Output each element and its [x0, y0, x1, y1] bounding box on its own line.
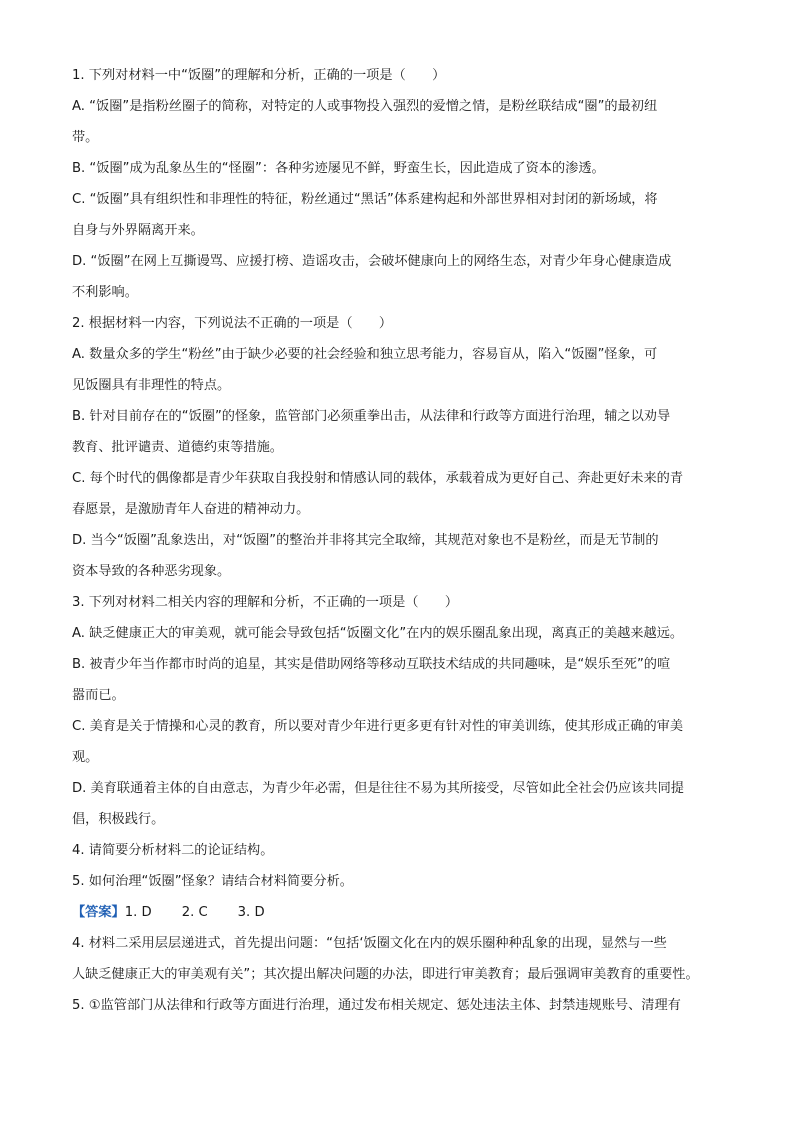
- answer-3: 3. D: [237, 905, 265, 920]
- text-line: C. 美育是关于情操和心灵的教育，所以要对青少年进行更多更有针对性的审美训练，使其形成正确的审美: [72, 719, 684, 734]
- text-line: 4. 材料二采用层层递进式，首先提出问题：“包括‘饭圈文化在内的娱乐圈种种乱象的出现，显然与一些: [72, 936, 667, 951]
- text-line: C. 每个时代的偶像都是青少年获取自我投射和情感认同的载体，承载着成为更好自己、奔赴更好未来的青: [72, 471, 684, 486]
- text-line: B. 被青少年当作都市时尚的追星，其实是借助网络等移动互联技术结成的共同趣味，是“娱乐至死”的喧: [72, 657, 671, 672]
- document-body: [72, 60, 724, 1021]
- text-line: A. 数量众多的学生“粉丝”由于缺少必要的社会经验和独立思考能力，容易盲从，陷入“饭圈”怪象，可: [72, 347, 658, 362]
- text-line: 见饭圈具有非理性的特点。: [72, 378, 231, 393]
- text-line: C. “饭圈”具有组织性和非理性的特征，粉丝通过“黑话”体系建构起和外部世界相对封闭的新场域，将: [72, 192, 658, 207]
- text-line: 春愿景，是激励青年人奋进的精神动力。: [72, 502, 310, 517]
- answer-line: [72, 897, 724, 928]
- text-line: 4. 请简要分析材料二的论证结构。: [72, 843, 274, 858]
- text-line: 观。: [72, 750, 99, 765]
- text-line: 不利影响。: [72, 285, 138, 300]
- text-line: 自身与外界隔离开来。: [72, 223, 204, 238]
- text-line: 倡，积极践行。: [72, 812, 165, 827]
- text-line: 资本导致的各种恶劣现象。: [72, 564, 231, 579]
- text-line: B. “饭圈”成为乱象丛生的“怪圈”：各种劣迹屡见不鲜，野蛮生长，因此造成了资本的渗透。: [72, 161, 605, 176]
- text-line: D. 当今“饭圈”乱象迭出，对“饭圈”的整治并非将其完全取缔，其规范对象也不是粉丝，而是无节制的: [72, 533, 659, 548]
- text-line: B. 针对目前存在的“饭圈”的怪象，监管部门必须重拳出击，从法律和行政等方面进行治理，辅之以劝导: [72, 409, 671, 424]
- answer-2: 2. C: [181, 905, 208, 920]
- text-line: 5. 如何治理“饭圈”怪象？请结合材料简要分析。: [72, 874, 353, 889]
- text-line: A. “饭圈”是指粉丝圈子的简称，对特定的人或事物投入强烈的爱憎之情，是粉丝联结成“圈”的最初纽: [72, 99, 658, 114]
- text-line: 5. ①监管部门从法律和行政等方面进行治理，通过发布相关规定、惩处违法主体、封禁违规账号、清理有: [72, 998, 681, 1013]
- text-line: 3. 下列对材料二相关内容的理解和分析，不正确的一项是（ ）: [72, 595, 459, 610]
- text-line: 1. 下列对材料一中“饭圈”的理解和分析，正确的一项是（ ）: [72, 68, 446, 83]
- answer-1: 1. D: [124, 905, 152, 920]
- question-section: [72, 60, 724, 897]
- text-line: D. 美育联通着主体的自由意志，为青少年必需，但是往往不易为其所接受，尽管如此全社会仍应该共同提: [72, 781, 684, 796]
- text-line: 带。: [72, 130, 99, 145]
- text-line: 人缺乏健康正大的审美观有关”；其次提出解决问题的办法，即进行审美教育；最后强调审美教育的重要性。: [72, 967, 699, 982]
- analysis-section: [72, 928, 724, 1021]
- text-line: 教育、批评谴责、道德约束等措施。: [72, 440, 283, 455]
- text-line: 2. 根据材料一内容，下列说法不正确的一项是（ ）: [72, 316, 393, 331]
- text-line: A. 缺乏健康正大的审美观，就可能会导致包括“饭圈文化”在内的娱乐圈乱象出现，离真正的美越来越远。: [72, 626, 684, 641]
- text-line: 嚣而已。: [72, 688, 125, 703]
- answer-tag: 【答案】: [72, 905, 125, 920]
- text-line: D. “饭圈”在网上互撕谩骂、应援打榜、造谣攻击，会破坏健康向上的网络生态，对青少年身心健康造成: [72, 254, 672, 269]
